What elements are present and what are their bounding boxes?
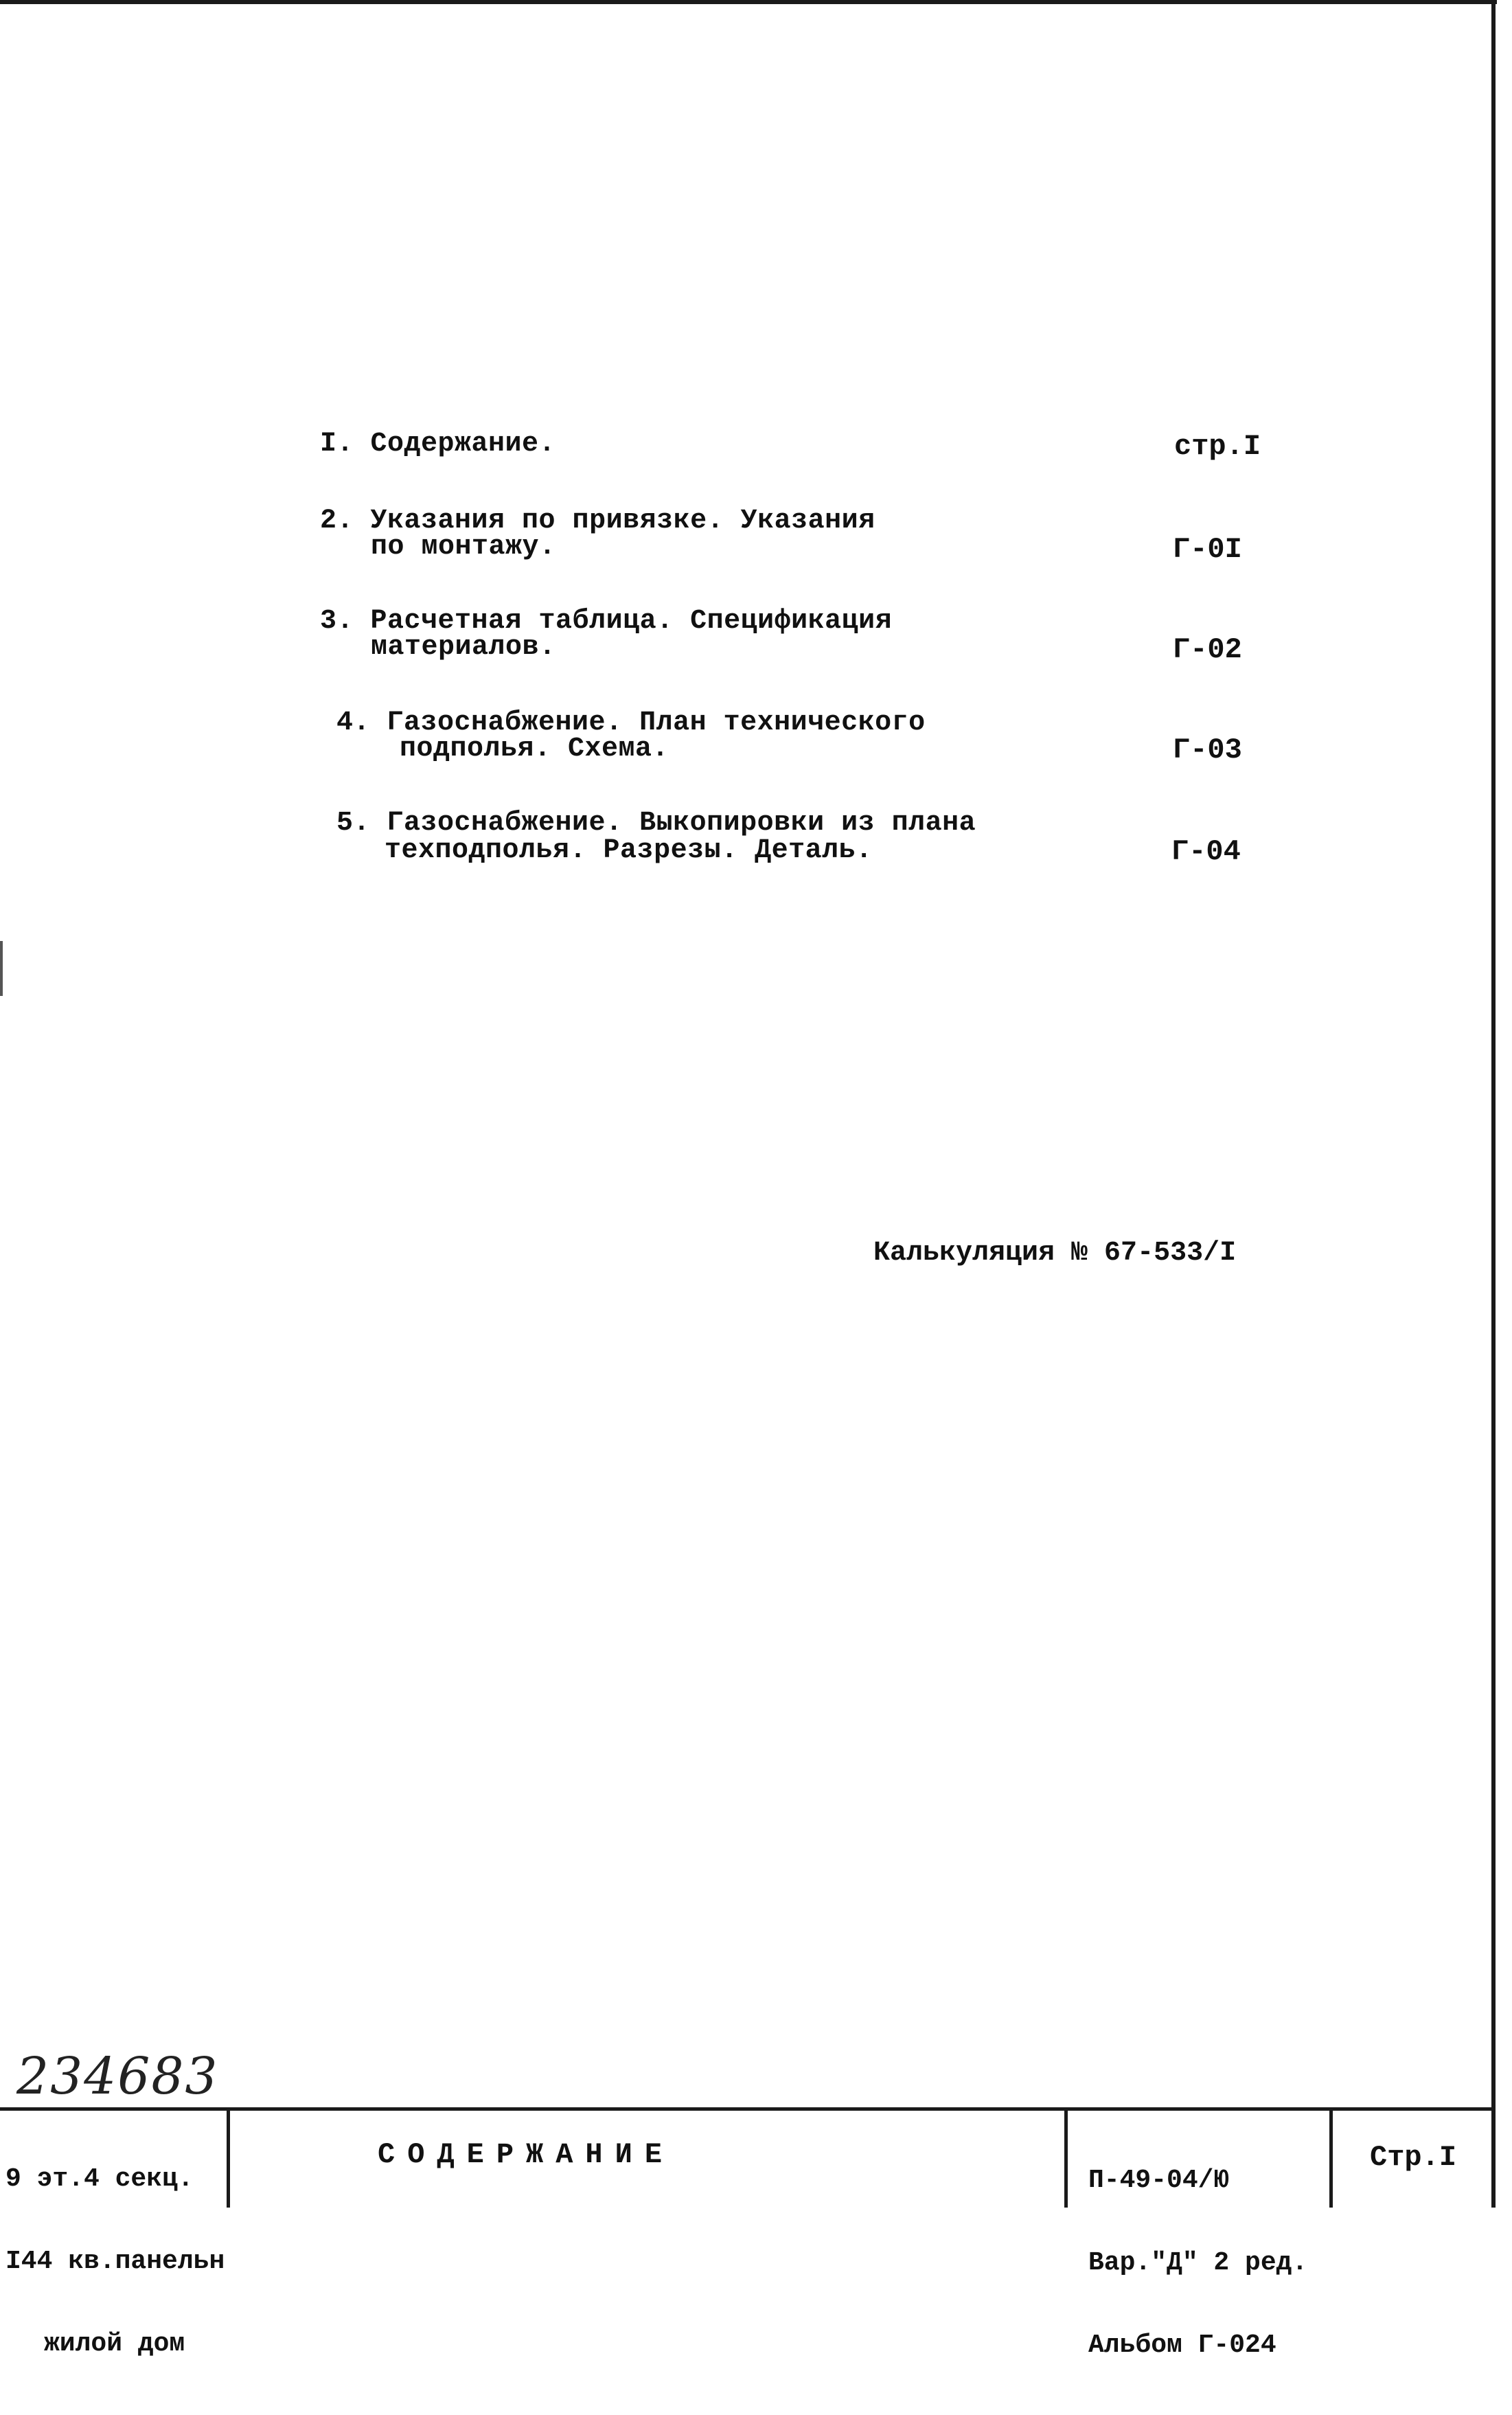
toc-item-2-title: 2. Указания по привязке. Указания bbox=[320, 506, 875, 536]
title-block-code bbox=[1088, 2112, 1307, 2414]
toc-item-4-title-cont: подполья. Схема. bbox=[400, 734, 669, 764]
toc-item-3-title: 3. Расчетная таблица. Спецификация bbox=[320, 606, 893, 637]
sheet-border-left-fragment bbox=[0, 941, 3, 996]
title-block-heading: СОДЕРЖАНИЕ bbox=[378, 2138, 675, 2171]
toc-item-1-page: стр.I bbox=[1174, 430, 1261, 463]
code-line-3: Альбом Г-024 bbox=[1088, 2331, 1276, 2360]
title-block-page: Стр.I bbox=[1370, 2141, 1457, 2174]
toc-item-2-page: Г-0I bbox=[1173, 533, 1242, 566]
toc-item-5-page: Г-04 bbox=[1171, 835, 1241, 868]
title-block-divider-1 bbox=[227, 2111, 230, 2208]
description-line-1: 9 эт.4 секц. bbox=[5, 2164, 194, 2194]
toc-item-4-page: Г-03 bbox=[1173, 734, 1242, 767]
title-block-description bbox=[0, 2111, 227, 2359]
toc-item-2-title-cont: по монтажу. bbox=[371, 532, 556, 563]
toc-item-3-page: Г-02 bbox=[1173, 633, 1242, 666]
code-line-2: Вар."Д" 2 ред. bbox=[1088, 2248, 1308, 2278]
toc-item-1-title: I. Содержание. bbox=[320, 429, 556, 460]
toc-item-4-title: 4. Газоснабжение. План технического bbox=[336, 707, 926, 738]
title-block-divider-3 bbox=[1329, 2111, 1333, 2208]
calculation-number: Калькуляция № 67-533/I bbox=[873, 1238, 1237, 1269]
description-line-2: I44 кв.панельн bbox=[5, 2247, 225, 2276]
description-line-3: жилой дом bbox=[44, 2329, 185, 2359]
title-block bbox=[0, 2107, 1496, 2360]
toc-item-3-title-cont: материалов. bbox=[371, 632, 556, 663]
toc-item-5-title-cont: техподполья. Разрезы. Деталь. bbox=[385, 835, 873, 866]
title-block-divider-2 bbox=[1064, 2111, 1068, 2208]
toc-item-5-title: 5. Газоснабжение. Выкопировки из плана bbox=[336, 808, 976, 839]
code-line-1: П-49-04/Ю bbox=[1088, 2166, 1230, 2195]
table-of-contents bbox=[0, 0, 1512, 893]
handwritten-inventory-number: 234683 bbox=[16, 2047, 219, 2106]
